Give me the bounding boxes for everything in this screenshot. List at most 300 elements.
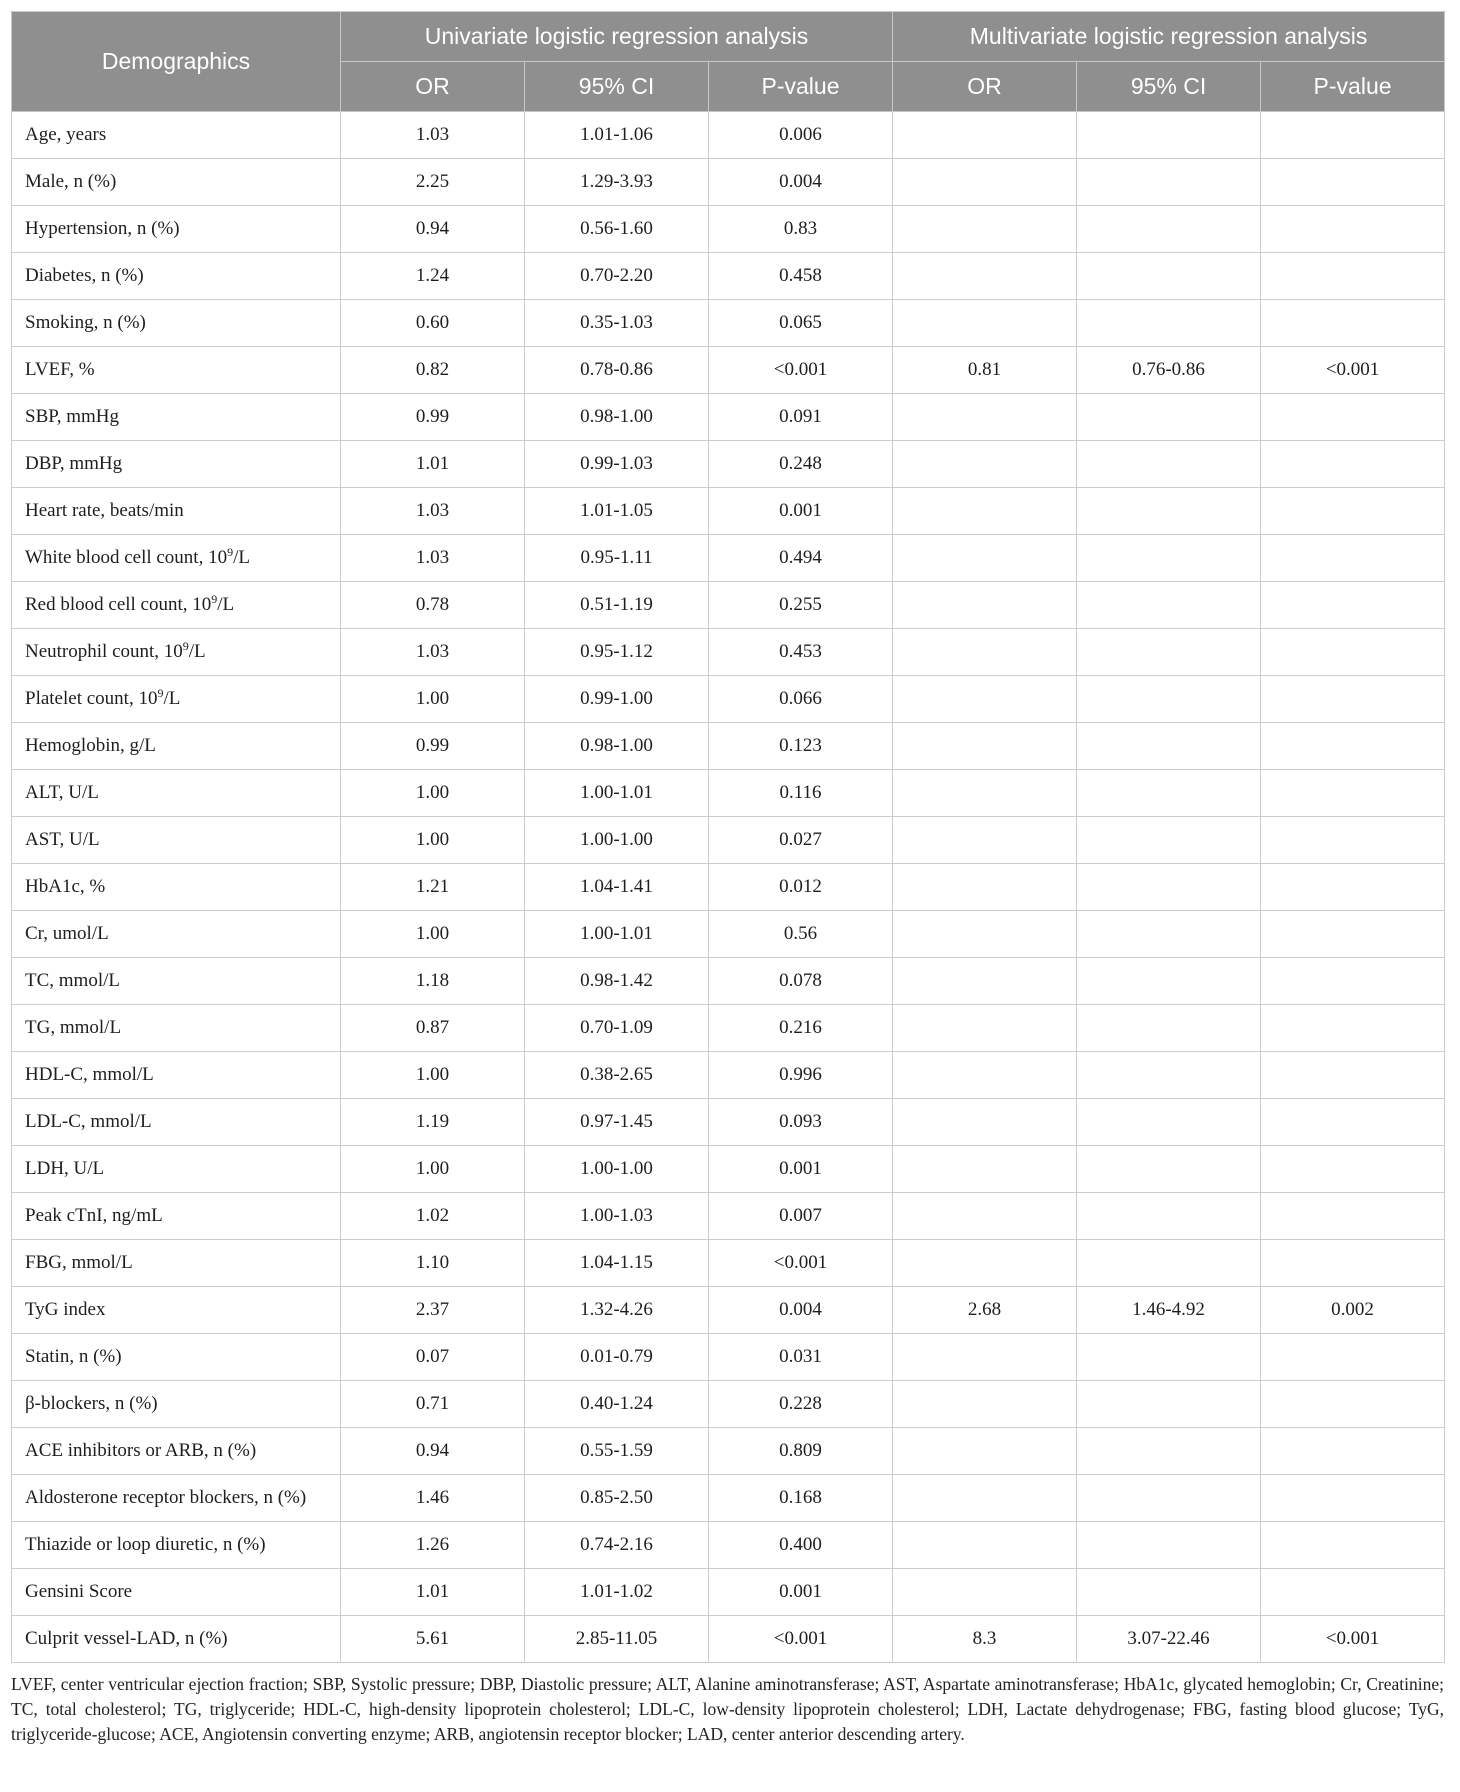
row-label-text: LDH, U/L: [25, 1158, 105, 1179]
table-row: [12, 1193, 1445, 1240]
table-row: [12, 1522, 1445, 1569]
multivariate-or-cell: [893, 1005, 1077, 1052]
multivariate-ci-cell: [1077, 441, 1261, 488]
multivariate-or-cell: 0.81: [893, 347, 1077, 394]
multivariate-or-cell: [893, 1193, 1077, 1240]
table-row: [12, 441, 1445, 488]
multivariate-p-cell: <0.001: [1261, 347, 1445, 394]
univariate-or-cell: 1.00: [341, 676, 525, 723]
multivariate-or-cell: [893, 1334, 1077, 1381]
univariate-or-cell: 1.00: [341, 1052, 525, 1099]
univariate-or-cell: 0.94: [341, 1428, 525, 1475]
row-label-text: Gensini Score: [25, 1581, 133, 1602]
multivariate-p-cell: [1261, 629, 1445, 676]
univariate-ci-cell: 0.95-1.11: [525, 535, 709, 582]
table-row: [12, 1616, 1445, 1663]
row-label-text: Hypertension, n (%): [25, 218, 180, 239]
multivariate-p-cell: [1261, 1522, 1445, 1569]
row-label-unit: /L: [188, 641, 206, 662]
univariate-p-cell: 0.031: [709, 1334, 893, 1381]
multivariate-p-cell: [1261, 441, 1445, 488]
table-row: [12, 1381, 1445, 1428]
univariate-ci-cell: 0.70-2.20: [525, 253, 709, 300]
multivariate-ci-cell: [1077, 488, 1261, 535]
row-label-text: FBG, mmol/L: [25, 1252, 133, 1273]
multivariate-or-header: OR: [893, 62, 1077, 112]
univariate-ci-cell: 0.35-1.03: [525, 300, 709, 347]
row-label: [12, 1146, 341, 1193]
univariate-p-cell: 0.006: [709, 112, 893, 159]
row-label: [12, 1616, 341, 1663]
row-label: [12, 629, 341, 676]
univariate-ci-cell: 0.56-1.60: [525, 206, 709, 253]
multivariate-or-cell: [893, 1569, 1077, 1616]
multivariate-ci-cell: [1077, 112, 1261, 159]
table-row: [12, 347, 1445, 394]
table-row: [12, 1005, 1445, 1052]
table-row: [12, 253, 1445, 300]
row-label: [12, 958, 341, 1005]
univariate-ci-cell: 1.00-1.00: [525, 1146, 709, 1193]
table-row: [12, 159, 1445, 206]
univariate-ci-cell: 1.04-1.41: [525, 864, 709, 911]
multivariate-or-cell: [893, 1099, 1077, 1146]
univariate-ci-cell: 0.98-1.00: [525, 394, 709, 441]
multivariate-p-cell: [1261, 159, 1445, 206]
multivariate-p-cell: [1261, 770, 1445, 817]
row-label: [12, 441, 341, 488]
multivariate-p-cell: [1261, 535, 1445, 582]
row-label-text: Neutrophil count, 10: [25, 641, 183, 662]
table-row: [12, 817, 1445, 864]
row-label-text: Hemoglobin, g/L: [25, 735, 156, 756]
univariate-group-header: Univariate logistic regression analysis: [341, 12, 893, 62]
univariate-or-cell: 1.21: [341, 864, 525, 911]
multivariate-p-cell: [1261, 1428, 1445, 1475]
row-label-unit: /L: [217, 594, 235, 615]
multivariate-or-cell: [893, 1146, 1077, 1193]
univariate-p-cell: 0.228: [709, 1381, 893, 1428]
multivariate-ci-cell: [1077, 206, 1261, 253]
univariate-or-cell: 1.03: [341, 629, 525, 676]
row-label: [12, 1522, 341, 1569]
multivariate-or-cell: [893, 582, 1077, 629]
univariate-or-cell: 1.10: [341, 1240, 525, 1287]
multivariate-ci-cell: [1077, 1240, 1261, 1287]
univariate-or-cell: 1.03: [341, 488, 525, 535]
row-label: [12, 206, 341, 253]
univariate-p-cell: 0.004: [709, 159, 893, 206]
row-label-superscript: 9: [211, 592, 218, 606]
univariate-or-cell: 0.82: [341, 347, 525, 394]
row-label: [12, 1475, 341, 1522]
univariate-ci-cell: 1.01-1.02: [525, 1569, 709, 1616]
row-label-superscript: 9: [157, 686, 164, 700]
row-label: [12, 817, 341, 864]
row-label-text: TG, mmol/L: [25, 1017, 122, 1038]
multivariate-p-cell: [1261, 958, 1445, 1005]
univariate-ci-cell: 1.01-1.06: [525, 112, 709, 159]
table-row: [12, 1475, 1445, 1522]
univariate-p-cell: 0.255: [709, 582, 893, 629]
row-label-text: DBP, mmHg: [25, 453, 123, 474]
table-row: [12, 911, 1445, 958]
univariate-p-cell: 0.494: [709, 535, 893, 582]
row-label-superscript: 9: [227, 545, 234, 559]
multivariate-or-cell: [893, 253, 1077, 300]
univariate-p-cell: 0.116: [709, 770, 893, 817]
row-label-text: ACE inhibitors or ARB, n (%): [25, 1440, 257, 1461]
univariate-or-header: OR: [341, 62, 525, 112]
row-label-text: AST, U/L: [25, 829, 100, 850]
row-label: [12, 1428, 341, 1475]
multivariate-p-cell: [1261, 1099, 1445, 1146]
univariate-p-cell: 0.066: [709, 676, 893, 723]
table-row: [12, 1099, 1445, 1146]
univariate-or-cell: 1.01: [341, 1569, 525, 1616]
multivariate-ci-cell: [1077, 159, 1261, 206]
table-row: [12, 488, 1445, 535]
row-label-text: LDL-C, mmol/L: [25, 1111, 152, 1132]
multivariate-or-cell: [893, 394, 1077, 441]
univariate-ci-cell: 1.04-1.15: [525, 1240, 709, 1287]
univariate-ci-cell: 0.01-0.79: [525, 1334, 709, 1381]
univariate-p-cell: 0.007: [709, 1193, 893, 1240]
table-row: [12, 676, 1445, 723]
row-label: [12, 864, 341, 911]
table-row: [12, 582, 1445, 629]
row-label: [12, 300, 341, 347]
row-label: [12, 723, 341, 770]
multivariate-ci-cell: [1077, 394, 1261, 441]
multivariate-p-cell: [1261, 1052, 1445, 1099]
univariate-p-cell: 0.809: [709, 1428, 893, 1475]
table-row: [12, 770, 1445, 817]
univariate-ci-cell: 1.00-1.03: [525, 1193, 709, 1240]
multivariate-ci-cell: 0.76-0.86: [1077, 347, 1261, 394]
univariate-or-cell: 1.18: [341, 958, 525, 1005]
univariate-or-cell: 1.03: [341, 112, 525, 159]
univariate-or-cell: 2.37: [341, 1287, 525, 1334]
univariate-ci-cell: 0.85-2.50: [525, 1475, 709, 1522]
stub-header: Demographics: [12, 12, 341, 112]
univariate-or-cell: 1.03: [341, 535, 525, 582]
row-label-text: Age, years: [25, 124, 107, 145]
univariate-p-cell: 0.453: [709, 629, 893, 676]
table-row: [12, 535, 1445, 582]
row-label-unit: /L: [163, 688, 181, 709]
multivariate-p-cell: [1261, 1005, 1445, 1052]
univariate-or-cell: 5.61: [341, 1616, 525, 1663]
row-label: [12, 676, 341, 723]
univariate-p-cell: 0.248: [709, 441, 893, 488]
multivariate-ci-cell: [1077, 864, 1261, 911]
univariate-or-cell: 1.02: [341, 1193, 525, 1240]
row-label-text: β-blockers, n (%): [25, 1393, 158, 1414]
multivariate-p-cell: [1261, 817, 1445, 864]
multivariate-or-cell: [893, 1475, 1077, 1522]
univariate-or-cell: 0.07: [341, 1334, 525, 1381]
multivariate-or-cell: [893, 958, 1077, 1005]
row-label-text: Heart rate, beats/min: [25, 500, 184, 521]
univariate-p-cell: 0.091: [709, 394, 893, 441]
multivariate-or-cell: [893, 1428, 1077, 1475]
row-label-text: ALT, U/L: [25, 782, 99, 803]
multivariate-ci-cell: [1077, 629, 1261, 676]
table-row: [12, 1052, 1445, 1099]
row-label-text: HbA1c, %: [25, 876, 106, 897]
univariate-ci-cell: 0.78-0.86: [525, 347, 709, 394]
multivariate-ci-cell: [1077, 1428, 1261, 1475]
multivariate-or-cell: [893, 1240, 1077, 1287]
multivariate-p-cell: [1261, 1334, 1445, 1381]
row-label: [12, 1334, 341, 1381]
univariate-p-cell: 0.400: [709, 1522, 893, 1569]
multivariate-or-cell: [893, 1052, 1077, 1099]
row-label: [12, 159, 341, 206]
row-label-text: White blood cell count, 10: [25, 547, 228, 568]
multivariate-ci-cell: [1077, 1334, 1261, 1381]
table-row: [12, 1146, 1445, 1193]
multivariate-or-cell: [893, 441, 1077, 488]
regression-table: [11, 11, 1445, 1663]
multivariate-p-cell: [1261, 864, 1445, 911]
multivariate-p-cell: [1261, 253, 1445, 300]
multivariate-p-cell: [1261, 676, 1445, 723]
multivariate-p-cell: [1261, 1381, 1445, 1428]
multivariate-ci-cell: [1077, 582, 1261, 629]
table-row: [12, 1569, 1445, 1616]
row-label: [12, 1287, 341, 1334]
multivariate-ci-cell: [1077, 1381, 1261, 1428]
univariate-ci-cell: 1.01-1.05: [525, 488, 709, 535]
univariate-p-cell: 0.001: [709, 1569, 893, 1616]
univariate-ci-cell: 0.51-1.19: [525, 582, 709, 629]
multivariate-or-cell: [893, 535, 1077, 582]
row-label: [12, 253, 341, 300]
multivariate-ci-cell: [1077, 817, 1261, 864]
multivariate-ci-cell: [1077, 1569, 1261, 1616]
multivariate-or-cell: [893, 723, 1077, 770]
univariate-or-cell: 1.01: [341, 441, 525, 488]
multivariate-ci-cell: [1077, 1052, 1261, 1099]
univariate-p-cell: 0.004: [709, 1287, 893, 1334]
univariate-ci-header: 95% CI: [525, 62, 709, 112]
multivariate-ci-cell: [1077, 1146, 1261, 1193]
multivariate-p-cell: [1261, 1146, 1445, 1193]
table-row: [12, 723, 1445, 770]
univariate-ci-cell: 1.29-3.93: [525, 159, 709, 206]
univariate-p-cell: 0.001: [709, 1146, 893, 1193]
row-label: [12, 112, 341, 159]
table-row: [12, 300, 1445, 347]
row-label-text: LVEF, %: [25, 359, 95, 380]
row-label-text: Peak cTnI, ng/mL: [25, 1205, 163, 1226]
multivariate-p-cell: [1261, 206, 1445, 253]
multivariate-group-header: Multivariate logistic regression analysis: [893, 12, 1445, 62]
univariate-or-cell: 1.46: [341, 1475, 525, 1522]
table-footnote: LVEF, center ventricular ejection fraction; SBP, Systolic pressure; DBP, Diastolic pressure; ALT, Alanine aminotransferase; AST, Aspartate aminotransferase; HbA1c, glycated hemoglobin; Cr, Creatinine; TC, total cholesterol; TG, triglyceride; HDL-C, high-density lipoprotein cholesterol; LDL-C, low-density lipoprotein cholesterol; LDH, Lactate dehydrogenase; FBG, fasting blood glucose; TyG, triglyceride-glucose; ACE, Angiotensin converting enzyme; ARB, angiotensin receptor blocker; LAD, center anterior descending artery.: [11, 1674, 1444, 1744]
univariate-or-cell: 0.71: [341, 1381, 525, 1428]
multivariate-p-cell: [1261, 300, 1445, 347]
univariate-p-cell: 0.996: [709, 1052, 893, 1099]
table-row: [12, 958, 1445, 1005]
univariate-p-header: P-value: [709, 62, 893, 112]
row-label: [12, 535, 341, 582]
univariate-or-cell: 1.00: [341, 911, 525, 958]
univariate-p-cell: 0.168: [709, 1475, 893, 1522]
row-label-text: Statin, n (%): [25, 1346, 122, 1367]
univariate-or-cell: 1.26: [341, 1522, 525, 1569]
univariate-p-cell: 0.123: [709, 723, 893, 770]
table-row: [12, 394, 1445, 441]
multivariate-p-cell: [1261, 488, 1445, 535]
multivariate-ci-cell: [1077, 1522, 1261, 1569]
multivariate-p-cell: 0.002: [1261, 1287, 1445, 1334]
multivariate-or-cell: 2.68: [893, 1287, 1077, 1334]
univariate-p-cell: 0.078: [709, 958, 893, 1005]
univariate-or-cell: 0.60: [341, 300, 525, 347]
univariate-p-cell: 0.001: [709, 488, 893, 535]
univariate-p-cell: 0.458: [709, 253, 893, 300]
multivariate-or-cell: [893, 112, 1077, 159]
table-row: [12, 1334, 1445, 1381]
multivariate-ci-cell: [1077, 958, 1261, 1005]
multivariate-p-cell: <0.001: [1261, 1616, 1445, 1663]
multivariate-or-cell: [893, 676, 1077, 723]
row-label-text: Culprit vessel-LAD, n (%): [25, 1628, 228, 1649]
row-label: [12, 347, 341, 394]
table-row: [12, 112, 1445, 159]
multivariate-ci-cell: 1.46-4.92: [1077, 1287, 1261, 1334]
univariate-ci-cell: 0.70-1.09: [525, 1005, 709, 1052]
multivariate-or-cell: [893, 206, 1077, 253]
row-label: [12, 582, 341, 629]
multivariate-or-cell: [893, 488, 1077, 535]
row-label-text: SBP, mmHg: [25, 406, 119, 427]
univariate-or-cell: 0.99: [341, 723, 525, 770]
row-label-superscript: 9: [182, 639, 189, 653]
header-group-row: [12, 12, 1445, 62]
row-label: [12, 1193, 341, 1240]
multivariate-ci-header: 95% CI: [1077, 62, 1261, 112]
univariate-or-cell: 1.00: [341, 770, 525, 817]
univariate-p-cell: 0.56: [709, 911, 893, 958]
multivariate-ci-cell: 3.07-22.46: [1077, 1616, 1261, 1663]
table-header: [12, 12, 1445, 112]
multivariate-ci-cell: [1077, 535, 1261, 582]
multivariate-p-cell: [1261, 1240, 1445, 1287]
univariate-ci-cell: 0.40-1.24: [525, 1381, 709, 1428]
univariate-or-cell: 1.19: [341, 1099, 525, 1146]
multivariate-or-cell: [893, 1381, 1077, 1428]
multivariate-ci-cell: [1077, 1099, 1261, 1146]
univariate-ci-cell: 0.99-1.03: [525, 441, 709, 488]
multivariate-ci-cell: [1077, 1193, 1261, 1240]
multivariate-ci-cell: [1077, 723, 1261, 770]
row-label-text: Thiazide or loop diuretic, n (%): [25, 1534, 266, 1555]
multivariate-ci-cell: [1077, 253, 1261, 300]
row-label-text: Cr, umol/L: [25, 923, 109, 944]
table-row: [12, 629, 1445, 676]
table-body: [12, 112, 1445, 1663]
multivariate-p-cell: [1261, 723, 1445, 770]
table-row: [12, 1287, 1445, 1334]
multivariate-or-cell: [893, 770, 1077, 817]
univariate-ci-cell: 0.98-1.00: [525, 723, 709, 770]
univariate-ci-cell: 1.00-1.00: [525, 817, 709, 864]
multivariate-or-cell: [893, 864, 1077, 911]
univariate-ci-cell: 2.85-11.05: [525, 1616, 709, 1663]
row-label-unit: /L: [233, 547, 250, 568]
univariate-ci-cell: 0.74-2.16: [525, 1522, 709, 1569]
row-label: [12, 1005, 341, 1052]
multivariate-p-cell: [1261, 1569, 1445, 1616]
multivariate-p-cell: [1261, 394, 1445, 441]
multivariate-or-cell: [893, 1522, 1077, 1569]
univariate-p-cell: 0.83: [709, 206, 893, 253]
table-row: [12, 206, 1445, 253]
multivariate-p-cell: [1261, 911, 1445, 958]
univariate-or-cell: 0.87: [341, 1005, 525, 1052]
row-label: [12, 394, 341, 441]
univariate-or-cell: 0.99: [341, 394, 525, 441]
univariate-p-cell: <0.001: [709, 1240, 893, 1287]
multivariate-ci-cell: [1077, 1005, 1261, 1052]
table-container: [11, 11, 1444, 1747]
table-row: [12, 1428, 1445, 1475]
univariate-p-cell: <0.001: [709, 1616, 893, 1663]
row-label-text: Male, n (%): [25, 171, 117, 192]
row-label: [12, 1240, 341, 1287]
row-label-text: Platelet count, 10: [25, 688, 158, 709]
univariate-ci-cell: 0.55-1.59: [525, 1428, 709, 1475]
univariate-p-cell: 0.012: [709, 864, 893, 911]
row-label-text: Smoking, n (%): [25, 312, 146, 333]
univariate-ci-cell: 1.00-1.01: [525, 770, 709, 817]
row-label: [12, 911, 341, 958]
univariate-or-cell: 2.25: [341, 159, 525, 206]
multivariate-ci-cell: [1077, 770, 1261, 817]
multivariate-or-cell: [893, 629, 1077, 676]
multivariate-or-cell: [893, 300, 1077, 347]
row-label: [12, 1569, 341, 1616]
row-label-text: TC, mmol/L: [25, 970, 120, 991]
univariate-ci-cell: 0.38-2.65: [525, 1052, 709, 1099]
row-label-text: Red blood cell count, 10: [25, 594, 212, 615]
row-label-text: TyG index: [25, 1299, 106, 1320]
row-label-text: Diabetes, n (%): [25, 265, 144, 286]
multivariate-p-cell: [1261, 582, 1445, 629]
row-label: [12, 488, 341, 535]
univariate-p-cell: 0.093: [709, 1099, 893, 1146]
univariate-ci-cell: 0.99-1.00: [525, 676, 709, 723]
univariate-ci-cell: 0.97-1.45: [525, 1099, 709, 1146]
univariate-p-cell: <0.001: [709, 347, 893, 394]
multivariate-p-cell: [1261, 1193, 1445, 1240]
multivariate-ci-cell: [1077, 676, 1261, 723]
univariate-p-cell: 0.065: [709, 300, 893, 347]
multivariate-ci-cell: [1077, 1475, 1261, 1522]
univariate-ci-cell: 0.95-1.12: [525, 629, 709, 676]
multivariate-ci-cell: [1077, 300, 1261, 347]
univariate-ci-cell: 1.32-4.26: [525, 1287, 709, 1334]
univariate-or-cell: 1.24: [341, 253, 525, 300]
row-label-text: Aldosterone receptor blockers, n (%): [25, 1487, 307, 1508]
univariate-p-cell: 0.216: [709, 1005, 893, 1052]
multivariate-or-cell: [893, 159, 1077, 206]
row-label-text: HDL-C, mmol/L: [25, 1064, 154, 1085]
